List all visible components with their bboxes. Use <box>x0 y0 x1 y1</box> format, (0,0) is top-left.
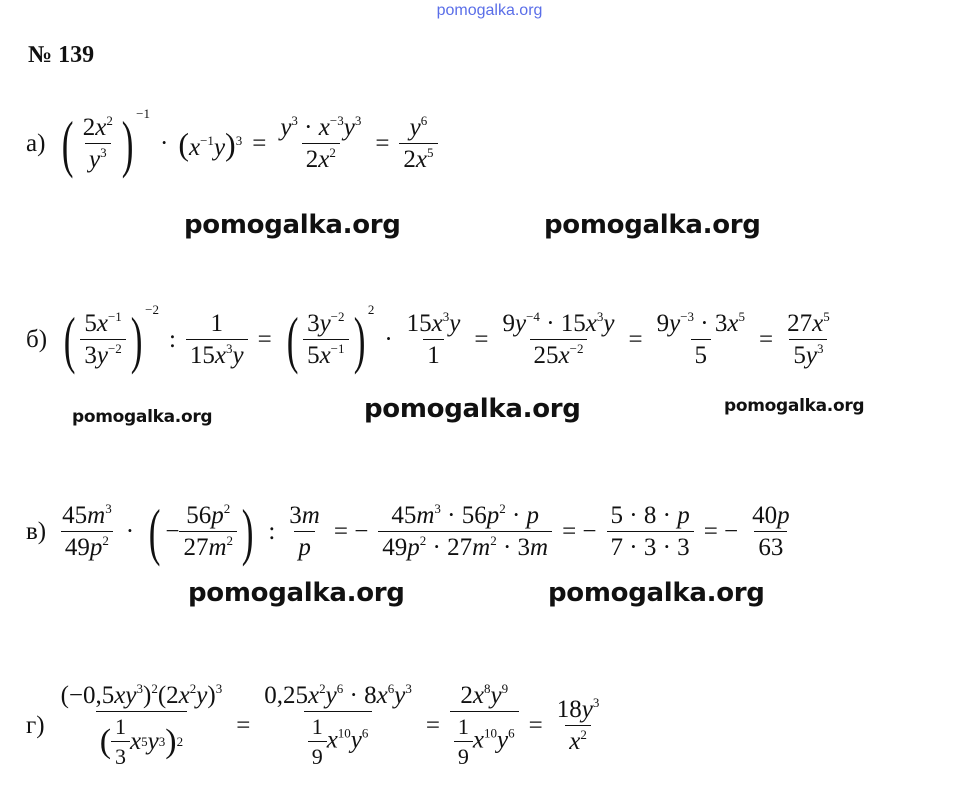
expr-v-term1: $\frac{45m^3}{49p^2}$ <box>62 501 112 561</box>
expr-v-result: $\frac{40p}{63}$ <box>752 502 790 561</box>
expr-b-step3: $\frac{9y^{-3} \cdot 3x^5}{5}$ <box>656 309 745 369</box>
expr-v-step2: $\frac{5 \cdot 8 \cdot p}{7 \cdot 3 \cdot 3}$ <box>607 502 694 562</box>
watermark: pomogalka.org <box>724 396 865 416</box>
watermark: pomogalka.org <box>544 210 761 240</box>
watermark: pomogalka.org <box>364 394 581 424</box>
watermark: pomogalka.org <box>548 578 765 608</box>
expr-b-term1: ( $\frac{5x^{-1}}{3y^{-2}}$ ) −2 <box>63 302 159 375</box>
solution-g: г) $(-0,5xy^3)^2(2x^2y)^3$ ( $\frac{1}{3}$ x 5 y 3 ) 2 = $0,25x^2y^6 \cdot 8x^6y^3$ $\frac{1}{9}$ $x^{10}y^6$ = $2x^8y^9$ $\frac{1}{9}$ $x^{10}y^6$ = $\frac{18y^3}{x^2}$ <box>26 682 603 770</box>
problem-title: № 139 <box>28 42 95 68</box>
expr-b-step1a: ( $\frac{3y^{-2}}{5x^{-1}}$ ) 2 <box>286 302 375 375</box>
expr-v-term3: $\frac{3m}{p}$ <box>289 502 320 561</box>
watermark: pomogalka.org <box>188 578 405 608</box>
label-v: в) <box>26 518 47 545</box>
expr-a-term1: ( $\frac{2x^2}{y^3}$ ) −1 <box>62 106 150 179</box>
expr-g-step1: $0,25x^2y^6 \cdot 8x^6y^3$ $\frac{1}{9}$ $x^{10}y^6$ <box>264 681 412 769</box>
expr-v-step1: $\frac{45m^3 \cdot 56p^2 \cdot p}{49p^2 \cdot 27m^2 \cdot 3m}$ <box>378 502 552 562</box>
expr-a-result: $\frac{y^6}{2x^5}$ <box>399 114 437 174</box>
label-a: а) <box>26 130 46 157</box>
expr-a-step1: $\frac{y^3 \cdot x^{-3}y^3}{2x^2}$ <box>280 113 362 173</box>
solution-a: а) ( $\frac{2x^2}{y^3}$ ) −1 · $(x^{-1}y)^3$ = $\frac{y^3 \cdot x^{-3}y^3}{2x^2}$ = $\frac{y^6}{2x^5}$ <box>26 112 438 176</box>
expr-b-step2: $\frac{9y^{-4} \cdot 15x^3y}{25x^{-2}}$ <box>502 309 615 369</box>
expr-g-term1: $(-0,5xy^3)^2(2x^2y)^3$ ( $\frac{1}{3}$ x 5 y 3 ) 2 <box>60 681 223 769</box>
expr-b-step1b: $\frac{15x^3y}{1}$ <box>406 309 461 369</box>
expr-g-step2: $2x^8y^9$ $\frac{1}{9}$ $x^{10}y^6$ <box>450 682 519 770</box>
expr-b-result: $\frac{27x^5}{5y^3}$ <box>787 309 830 369</box>
expr-v-term2: ( − $\frac{56p^2}{27m^2}$ ) <box>148 496 254 567</box>
label-b: б) <box>26 326 48 353</box>
solution-v: в) $\frac{45m^3}{49p^2}$ · ( − $\frac{56p^2}{27m^2}$ ) : $\frac{3m}{p}$ = − $\frac{45m^3 \cdot 56p^2 \cdot p}{49p^2 \cdot 27m^2 \cdot 3m}$ = − $\frac{5 \cdot 8 \cdot p}{7 \cdot 3 \cdot 3}$ = − $\frac{40p}{63}$ <box>26 500 794 564</box>
watermark-top: pomogalka.org <box>436 2 543 19</box>
solution-b: б) ( $\frac{5x^{-1}}{3y^{-2}}$ ) −2 : $\frac{1}{15x^3y}$ = ( $\frac{3y^{-2}}{5x^{-1}}$ ) 2 · $\frac{15x^3y}{1}$ = $\frac{9y^{-4} \cdot 15x^3y}{25x^{-2}}$ = $\frac{9y^{-3} \cdot 3x^5}{5}$ = $\frac{27x^5}{5y^3}$ <box>26 308 834 372</box>
watermark: pomogalka.org <box>184 210 401 240</box>
expr-a-term2: $(x^{-1}y)^3$ <box>178 125 243 162</box>
expr-b-term2: $\frac{1}{15x^3y}$ <box>186 310 248 370</box>
expr-g-result: $\frac{18y^3}{x^2}$ <box>556 695 600 755</box>
watermark: pomogalka.org <box>72 407 213 427</box>
label-g: г) <box>26 712 45 739</box>
